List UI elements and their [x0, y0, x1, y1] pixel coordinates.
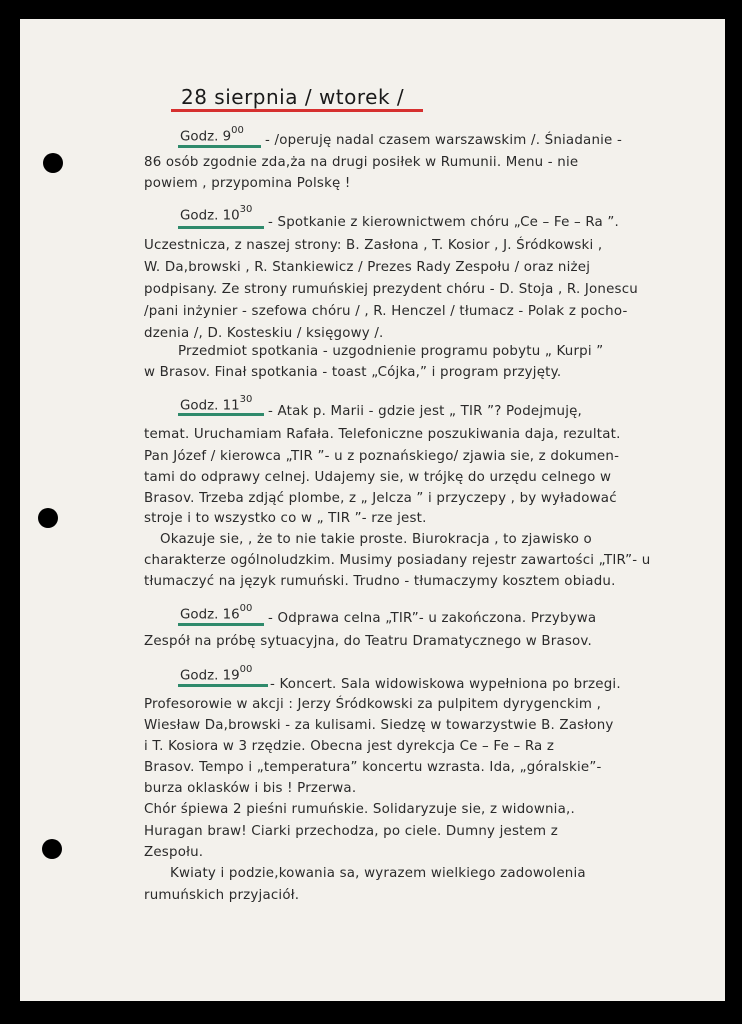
text-line: Zespołu.: [144, 845, 204, 860]
time-underline: [178, 623, 264, 626]
text-line: Brasov. Trzeba zdjąć plombe, z „ Jelcza ” i przyczepy , by wyładować: [144, 491, 617, 506]
text-line: Zespół na próbę sytuacyjna, do Teatru Dramatycznego w Brasov.: [144, 634, 592, 649]
text-line: Okazuje sie, , że to nie takie proste. Biurokracja , to zjawisko o: [160, 532, 592, 547]
text-line: - Spotkanie z kierownictwem chóru „Ce – Fe – Ra ”.: [268, 215, 619, 230]
text-line: Wiesław Da,browski - za kulisami. Siedzę w towarzystwie B. Zasłony: [144, 718, 614, 733]
text-line: Brasov. Tempo i „temperatura” koncertu wzrasta. Ida, „góralskie”-: [144, 760, 602, 775]
time-underline: [178, 684, 268, 687]
text-line: temat. Uruchamiam Rafała. Telefoniczne poszukiwania daja, rezultat.: [144, 427, 621, 442]
text-line: Huragan braw! Ciarki przechodza, po ciele. Dumny jestem z: [144, 824, 558, 839]
text-line: powiem , przypomina Polskę !: [144, 176, 351, 191]
text-line: stroje i to wszystko co w „ TIR ”- rze jest.: [144, 511, 427, 526]
time-underline: [178, 145, 261, 148]
time-underline: [178, 413, 264, 416]
text-line: burza oklasków i bis ! Przerwa.: [144, 781, 357, 796]
text-line: Kwiaty i podzie,kowania sa, wyrazem wielkiego zadowolenia: [170, 866, 586, 881]
text-line: tłumaczyć na język rumuński. Trudno - tłumaczymy kosztem obiadu.: [144, 574, 616, 589]
time-label: Godz. $9^{00}$: [180, 125, 244, 145]
text-line: W. Da,browski , R. Stankiewicz / Prezes Rady Zespołu / oraz niżej: [144, 260, 591, 275]
text-line: Chór śpiewa 2 pieśni rumuńskie. Solidaryzuje sie, z widownia,.: [144, 802, 575, 817]
text-line: 86 osób zgodnie zda,ża na drugi posiłek w Rumunii. Menu - nie: [144, 155, 579, 170]
text-line: Przedmiot spotkania - uzgodnienie programu pobytu „ Kurpi ”: [178, 344, 604, 359]
time-label: Godz. $11^{30}$: [180, 394, 253, 414]
time-underline: [178, 226, 264, 229]
punch-hole: [43, 153, 63, 173]
page-title: 28 sierpnia / wtorek /: [181, 85, 405, 109]
text-line: - Odprawa celna „TIR”- u zakończona. Przybywa: [268, 611, 597, 626]
time-label: Godz. $10^{30}$: [180, 204, 253, 224]
title-underline: [171, 109, 423, 112]
text-line: w Brasov. Finał spotkania - toast „Cójka,” i program przyjęty.: [144, 365, 562, 380]
text-line: rumuńskich przyjaciół.: [144, 888, 300, 903]
text-line: /pani inżynier - szefowa chóru / , R. Henczel / tłumacz - Polak z pocho-: [144, 304, 628, 319]
punch-hole: [38, 508, 58, 528]
time-label: Godz. $19^{00}$: [180, 664, 253, 684]
punch-hole: [42, 839, 62, 859]
text-line: Pan Józef / kierowca „TIR ”- u z poznańskiego/ zjawia sie, z dokumen-: [144, 449, 620, 464]
text-line: podpisany. Ze strony rumuńskiej prezydent chóru - D. Stoja , R. Jonescu: [144, 282, 638, 297]
text-line: - Atak p. Marii - gdzie jest „ TIR ”? Podejmuję,: [268, 404, 583, 419]
text-line: charakterze ogólnoludzkim. Musimy posiadany rejestr zawartości „TIR”- u: [144, 553, 651, 568]
text-line: - /operuję nadal czasem warszawskim /. Śniadanie -: [265, 133, 622, 148]
time-label: Godz. $16^{00}$: [180, 603, 253, 623]
text-line: - Koncert. Sala widowiskowa wypełniona po brzegi.: [270, 677, 621, 692]
text-line: Profesorowie w akcji : Jerzy Śródkowski za pulpitem dyrygenckim ,: [144, 697, 602, 712]
text-line: tami do odprawy celnej. Udajemy sie, w trójkę do urzędu celnego w: [144, 470, 612, 485]
text-line: dzenia /, D. Kosteskiu / księgowy /.: [144, 326, 384, 341]
text-line: i T. Kosiora w 3 rzędzie. Obecna jest dyrekcja Ce – Fe – Ra z: [144, 739, 555, 754]
text-line: Uczestnicza, z naszej strony: B. Zasłona , T. Kosior , J. Śródkowski ,: [144, 238, 603, 253]
